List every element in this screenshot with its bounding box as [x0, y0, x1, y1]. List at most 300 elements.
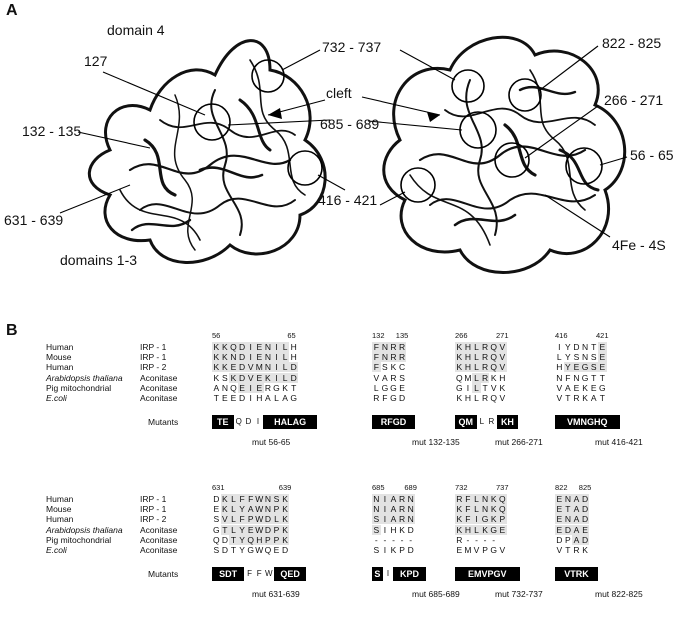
residue: H: [464, 393, 471, 403]
residue: I: [272, 352, 281, 362]
residue: R: [390, 352, 397, 363]
residue: A: [573, 524, 580, 535]
residue: C: [399, 362, 406, 373]
residue: D: [264, 514, 271, 525]
residue: V: [556, 393, 563, 403]
residue: Y: [565, 362, 571, 373]
residue: K: [490, 514, 497, 525]
residue: Q: [264, 545, 272, 555]
mutant-caption: mut 685-689: [412, 589, 460, 600]
cleft-arrowhead-left: [268, 108, 282, 119]
residue: A: [247, 504, 254, 515]
residue: R: [482, 393, 489, 403]
residue: D: [239, 342, 246, 352]
residue: H: [256, 393, 263, 403]
residue: Y: [565, 352, 571, 363]
organism-label: E.coli: [46, 393, 67, 403]
residue: Q: [490, 342, 497, 352]
residue: V: [247, 372, 254, 383]
residue: I: [272, 362, 281, 372]
protein-label: Aconitase: [140, 534, 178, 545]
label-416-421: 416 - 421: [318, 192, 378, 208]
residue: A: [390, 494, 397, 504]
residue: K: [456, 352, 463, 363]
residue: -: [392, 534, 395, 545]
residue: P: [399, 545, 405, 555]
label-822-825: 822 - 825: [602, 35, 662, 51]
organism-label: Human: [46, 514, 74, 525]
residue: K: [222, 362, 228, 373]
residue: P: [273, 534, 280, 545]
residue: T: [213, 393, 219, 403]
cleft-arrowhead-right: [427, 112, 440, 122]
mutant-caption: mut 266-271: [495, 437, 543, 448]
residue: T: [599, 393, 605, 403]
residue: T: [591, 372, 597, 383]
residue: I: [466, 382, 470, 393]
residue: E: [599, 352, 606, 363]
residue: A: [265, 393, 271, 403]
residue: D: [564, 524, 571, 535]
residue: S: [373, 524, 380, 535]
residue: K: [282, 494, 288, 504]
residue: K: [490, 494, 497, 504]
range-start-label: 56: [212, 331, 221, 340]
residue: R: [399, 504, 406, 515]
residue: G: [381, 382, 389, 393]
residue: H: [290, 342, 297, 352]
residue: R: [399, 342, 406, 352]
residue: E: [256, 342, 263, 352]
residue: I: [381, 504, 390, 514]
residue: V: [499, 352, 506, 363]
residue: P: [273, 524, 280, 535]
residue: R: [399, 514, 406, 525]
range-start-label: 266: [455, 331, 468, 340]
residue: -: [400, 534, 404, 545]
residue: M: [464, 545, 472, 555]
residue: K: [456, 524, 463, 535]
residue: T: [291, 382, 297, 393]
range-start-label: 685: [372, 483, 385, 492]
label-266-271: 266 - 271: [604, 92, 664, 108]
residue: E: [599, 362, 606, 373]
residue: R: [390, 342, 397, 352]
residue: R: [482, 362, 489, 373]
range-start-label: 416: [555, 331, 568, 340]
residue: L: [474, 393, 479, 403]
residue: I: [246, 342, 255, 352]
residue: L: [556, 352, 562, 363]
residue: M: [255, 362, 263, 373]
residue: N: [482, 504, 489, 515]
residue: G: [247, 545, 254, 555]
residue: L: [474, 342, 479, 352]
residue: L: [274, 393, 279, 403]
organism-label: E.coli: [46, 545, 67, 555]
organism-label: Pig mitochondrial: [46, 534, 112, 545]
mutant-caption: mut 132-135: [412, 437, 460, 448]
residue: I: [383, 524, 387, 535]
residue: E: [230, 393, 237, 403]
protein-label: IRP - 1: [140, 504, 167, 515]
residue: F: [565, 372, 571, 383]
residue: L: [231, 504, 236, 515]
mutant-residue: D: [245, 417, 252, 427]
residue: R: [399, 352, 406, 363]
label-56-65: 56 - 65: [630, 147, 674, 163]
residue: D: [239, 352, 246, 363]
residue: L: [282, 362, 288, 373]
protein-label: IRP - 1: [140, 352, 167, 363]
residue: V: [499, 545, 506, 555]
residue: H: [256, 534, 263, 545]
residue: V: [473, 545, 480, 555]
residue: F: [239, 514, 245, 525]
residue: F: [382, 393, 388, 403]
protein-label: Aconitase: [140, 372, 178, 383]
mutant-caption: mut 631-639: [252, 589, 300, 600]
residue: T: [565, 393, 571, 403]
residue: Y: [239, 545, 245, 555]
residue: Q: [247, 534, 254, 545]
residue: F: [465, 504, 471, 515]
residue: G: [455, 382, 463, 393]
circle-416-left: [288, 151, 322, 185]
residue: E: [256, 352, 263, 363]
residue: E: [222, 393, 228, 403]
residue: D: [239, 362, 246, 373]
residue: E: [247, 524, 254, 535]
residue: L: [474, 352, 479, 363]
mutant-caption: mut 56-65: [252, 437, 291, 448]
residue: A: [573, 504, 580, 515]
residue: A: [573, 494, 580, 504]
residue: T: [230, 545, 237, 555]
residue: V: [499, 393, 506, 403]
residue: T: [565, 545, 571, 555]
residue: Y: [239, 534, 245, 545]
residue: P: [565, 534, 571, 545]
residue: R: [482, 342, 489, 352]
residue: L: [474, 524, 479, 535]
residue: A: [565, 382, 571, 393]
label-domain-4: domain 4: [107, 22, 165, 38]
residue: Y: [565, 342, 571, 352]
residue: V: [556, 382, 563, 393]
residue: H: [464, 352, 471, 363]
residue: G: [581, 372, 589, 383]
organism-label: Human: [46, 362, 74, 373]
residue: F: [373, 342, 379, 352]
residue: A: [590, 393, 597, 403]
residue: F: [465, 494, 471, 504]
residue: Q: [455, 372, 463, 383]
residue: N: [407, 514, 414, 525]
residue: K: [390, 362, 397, 373]
residue: S: [373, 545, 380, 555]
residue: A: [213, 382, 220, 393]
residue: K: [456, 504, 463, 515]
residue: G: [273, 382, 280, 393]
residue: F: [373, 352, 379, 363]
residue: A: [390, 504, 397, 515]
residue: F: [465, 514, 471, 525]
mutant-residue: I: [386, 569, 390, 579]
residue: N: [381, 352, 388, 363]
residue: F: [373, 362, 379, 373]
residue: E: [256, 382, 263, 393]
residue: K: [490, 504, 497, 515]
residue: L: [231, 494, 236, 504]
residue: K: [282, 514, 288, 525]
residue: N: [407, 504, 414, 515]
residue: N: [564, 514, 571, 525]
residue: T: [565, 504, 571, 515]
residue: G: [212, 524, 220, 535]
residue: D: [399, 393, 406, 403]
residue: K: [390, 545, 397, 555]
mutants-label: Mutants: [148, 417, 179, 428]
residue: D: [582, 514, 589, 525]
protein-label: Aconitase: [140, 393, 178, 403]
residue: K: [582, 545, 588, 555]
residue: N: [264, 342, 271, 352]
residue: S: [590, 362, 597, 373]
mutant-residue: F: [256, 569, 262, 579]
residue: S: [399, 372, 405, 383]
residue: H: [390, 524, 397, 535]
residue: W: [255, 545, 264, 555]
residue: N: [373, 504, 380, 515]
protein-label: IRP - 2: [140, 362, 167, 373]
residue: I: [383, 545, 387, 555]
protein-label: Aconitase: [140, 382, 178, 393]
label-domains-1-3: domains 1-3: [60, 252, 138, 268]
mutant-caption: mut 732-737: [495, 589, 543, 600]
residue: P: [247, 514, 254, 525]
residue: Q: [490, 352, 497, 363]
organism-label: Mouse: [46, 504, 72, 515]
residue: K: [213, 342, 220, 352]
residue: I: [381, 514, 390, 524]
residue: K: [582, 393, 588, 403]
range-end-label: 689: [404, 483, 417, 492]
residue: E: [556, 494, 563, 504]
residue: P: [499, 514, 506, 525]
residue: W: [255, 494, 264, 504]
residue: H: [556, 362, 563, 373]
protein-label: Aconitase: [140, 545, 178, 555]
residue: S: [213, 514, 220, 525]
residue: R: [456, 494, 463, 504]
residue: A: [282, 393, 288, 403]
protein-label: Aconitase: [140, 524, 178, 535]
residue: D: [290, 372, 297, 383]
residue: L: [474, 372, 479, 383]
residue: G: [490, 524, 497, 535]
residue: R: [573, 393, 580, 403]
residue: V: [499, 342, 506, 352]
residue: K: [282, 524, 288, 535]
residue: S: [273, 494, 280, 504]
residue: P: [265, 534, 271, 545]
residue: G: [598, 382, 606, 393]
residue: F: [248, 494, 254, 504]
residue: I: [249, 393, 252, 403]
residue: G: [481, 514, 489, 525]
residue: N: [564, 494, 571, 504]
residue: N: [221, 382, 228, 393]
residue: Q: [230, 342, 237, 352]
residue: W: [255, 524, 264, 535]
residue: E: [556, 514, 563, 525]
residue: N: [230, 352, 237, 363]
residue: E: [273, 545, 280, 555]
residue: S: [573, 352, 580, 363]
residue: N: [482, 494, 489, 504]
residue: S: [213, 545, 220, 555]
residue: K: [282, 382, 288, 393]
residue: G: [490, 545, 497, 555]
residue: K: [222, 352, 228, 363]
mutants-label: Mutants: [148, 569, 179, 580]
residue: D: [582, 534, 589, 545]
residue: N: [582, 342, 589, 352]
range-start-label: 132: [372, 331, 385, 340]
organism-label: Arabidopsis thaliana: [46, 372, 123, 383]
residue: G: [290, 393, 297, 403]
residue: Q: [498, 504, 506, 515]
residue: H: [464, 524, 471, 535]
residue: E: [256, 372, 263, 383]
range-end-label: 65: [287, 331, 296, 340]
residue: N: [264, 494, 271, 504]
residue: D: [282, 545, 289, 555]
label-4fe-4s: 4Fe - 4S: [612, 237, 666, 253]
residue: L: [474, 494, 479, 504]
organism-label: Pig mitochondrial: [46, 382, 112, 393]
mutant-residue: I: [256, 417, 260, 427]
residue: V: [222, 514, 228, 525]
residue: D: [407, 545, 414, 555]
residue: L: [282, 352, 288, 363]
residue: V: [499, 362, 506, 373]
residue: H: [464, 362, 471, 373]
residue: K: [456, 342, 463, 352]
range-end-label: 737: [496, 483, 509, 492]
label-127: 127: [84, 53, 108, 69]
residue: N: [556, 372, 563, 383]
residue: N: [407, 494, 414, 504]
residue: K: [399, 524, 405, 535]
residue: -: [409, 534, 413, 545]
mutant-residue: W: [264, 569, 273, 579]
residue: I: [381, 494, 390, 504]
organism-label: Human: [46, 494, 74, 504]
residue: S: [222, 372, 228, 383]
residue: Y: [239, 504, 245, 515]
residue: E: [573, 382, 580, 393]
residue: E: [556, 504, 563, 515]
residue: G: [581, 362, 589, 373]
residue: A: [382, 372, 388, 383]
circle-685-right: [460, 112, 496, 148]
residue: K: [222, 504, 228, 515]
residue: T: [222, 524, 228, 535]
residue: K: [222, 494, 228, 504]
residue: Q: [230, 382, 237, 393]
residue: K: [282, 504, 288, 515]
residue: D: [264, 524, 271, 535]
residue: L: [231, 514, 236, 525]
range-end-label: 421: [596, 331, 609, 340]
residue: V: [490, 382, 497, 393]
residue: R: [373, 393, 380, 403]
residue: N: [264, 352, 271, 363]
range-start-label: 732: [455, 483, 468, 492]
residue: L: [282, 342, 288, 352]
residue: E: [582, 524, 588, 535]
residue: D: [556, 534, 563, 545]
residue: N: [573, 372, 580, 383]
residue: E: [399, 382, 405, 393]
residue: D: [290, 362, 297, 373]
residue: Q: [490, 393, 497, 403]
residue: -: [374, 534, 378, 545]
residue: M: [464, 372, 472, 383]
residue: D: [239, 393, 246, 403]
residue: D: [221, 534, 228, 545]
mutant-box: S: [372, 567, 383, 581]
organism-label: Mouse: [46, 352, 72, 363]
residue: E: [556, 524, 563, 535]
mutant-box: HALAG: [263, 415, 317, 429]
residue: I: [472, 514, 481, 524]
mutant-box: EMVPGV: [455, 567, 520, 581]
residue: R: [399, 494, 406, 504]
residue: R: [390, 372, 397, 383]
protein-label: IRP - 2: [140, 514, 167, 525]
mutant-box: VTRK: [555, 567, 598, 581]
residue: L: [282, 372, 288, 383]
residue: K: [582, 382, 588, 393]
residue: N: [582, 352, 589, 363]
residue: K: [456, 393, 463, 403]
residue: P: [273, 504, 280, 515]
residue: H: [499, 372, 506, 383]
residue: -: [466, 534, 470, 545]
residue: V: [373, 372, 380, 383]
residue: L: [474, 504, 479, 515]
residue: I: [272, 342, 281, 352]
mutant-residue: Q: [235, 417, 242, 427]
residue: Q: [490, 362, 497, 373]
residue: I: [558, 342, 561, 352]
residue: T: [591, 342, 597, 352]
label-cleft: cleft: [326, 85, 352, 101]
residue: E: [590, 382, 597, 393]
residue: I: [246, 383, 255, 393]
residue: D: [582, 504, 589, 515]
residue: K: [213, 352, 220, 363]
residue: L: [373, 382, 379, 393]
residue: T: [482, 382, 488, 393]
range-end-label: 135: [395, 331, 409, 340]
residue: R: [264, 382, 271, 393]
residue: V: [247, 362, 254, 373]
residue: K: [213, 372, 220, 383]
